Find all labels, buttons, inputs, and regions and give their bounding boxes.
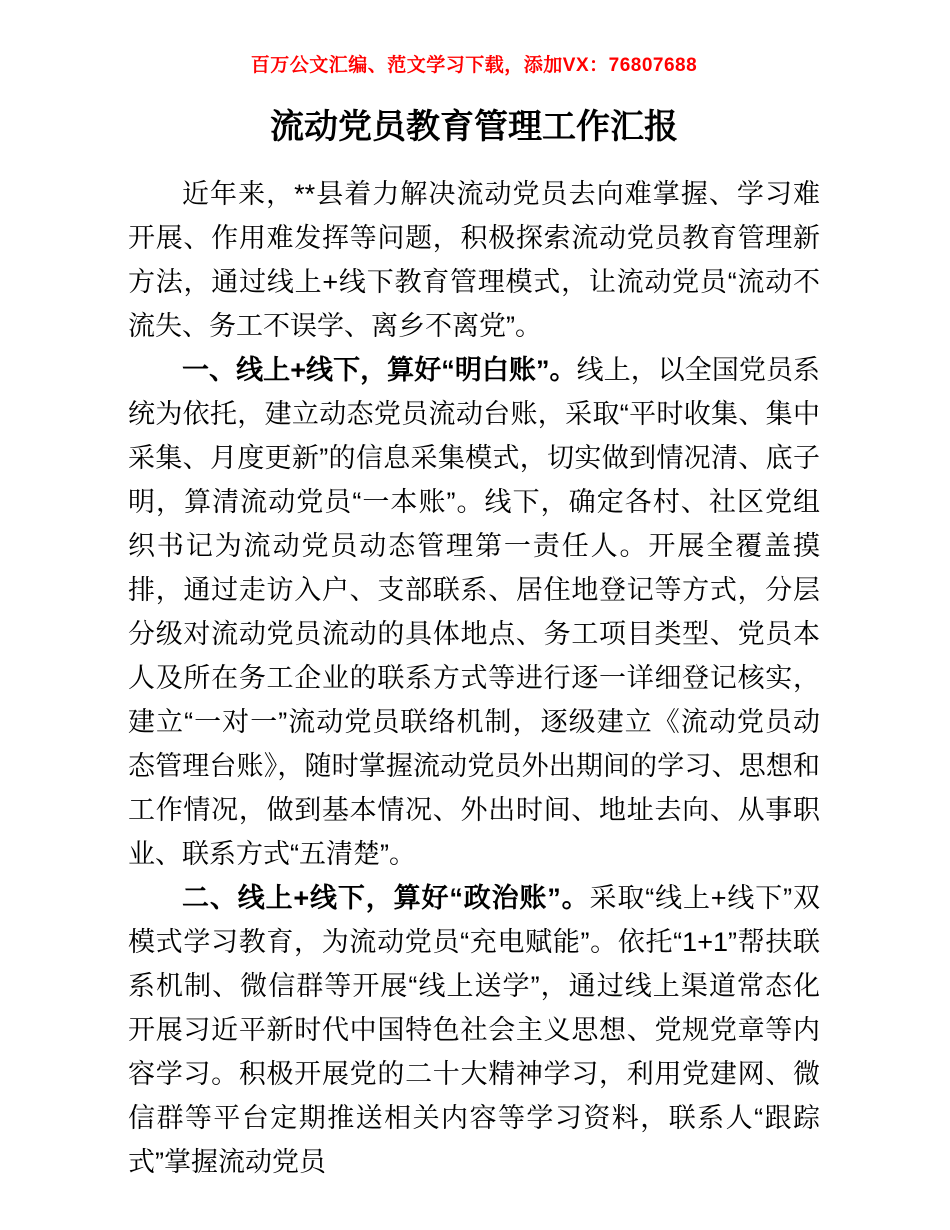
section-2-body-text: 采取“线上+线下”双模式学习教育，为流动党员“充电赋能”。依托“1+1”帮扶联系机制、微信群等开展“线上送学”，通过线上渠道常态化开展习近平新时代中国特色社会主义思想、党规党章等内容学习。积极开展党的二十大精神学习，利用党建网、微信群等平台定期推送相关内容等学习资料，联系人“跟踪式”掌握流动党员: [128, 883, 820, 1177]
section-1-body-text: 线上，以全国党员系统为依托，建立动态党员流动台账，采取“平时收集、集中采集、月度更新”的信息采集模式，切实做到情况清、底子明，算清流动党员“一本账”。线下，确定各村、社区党组织书记为流动党员动态管理第一责任人。开展全覆盖摸排，通过走访入户、支部联系、居住地登记等方式，分层分级对流动党员流动的具体地点、务工项目类型、党员本人及所在务工企业的联系方式等进行逐一详细登记核实，建立“一对一”流动党员联络机制，逐级建立《流动党员动态管理台账》，随时掌握流动党员外出期间的学习、思想和工作情况，做到基本情况、外出时间、地址去向、从事职业、联系方式“五清楚”。: [128, 355, 820, 869]
paragraph-section-2: [128, 876, 820, 1184]
section-2-heading: 二、线上+线下，算好“政治账”。: [182, 883, 590, 913]
paragraph-intro-text: 近年来，**县着力解决流动党员去向难掌握、学习难开展、作用难发挥等问题，积极探索流动党员教育管理新方法，通过线上+线下教育管理模式，让流动党员“流动不流失、务工不误学、离乡不离党”。: [128, 179, 820, 341]
paragraph-section-1: [128, 348, 820, 876]
paragraph-intro: [128, 172, 820, 348]
document-title: 流动党员教育管理工作汇报: [270, 108, 678, 146]
section-1-heading: 一、线上+线下，算好“明白账”。: [182, 355, 577, 385]
promo-notice: 百万公文汇编、范文学习下载，添加VX：76807688: [250, 55, 698, 76]
document-body: [128, 172, 820, 1184]
